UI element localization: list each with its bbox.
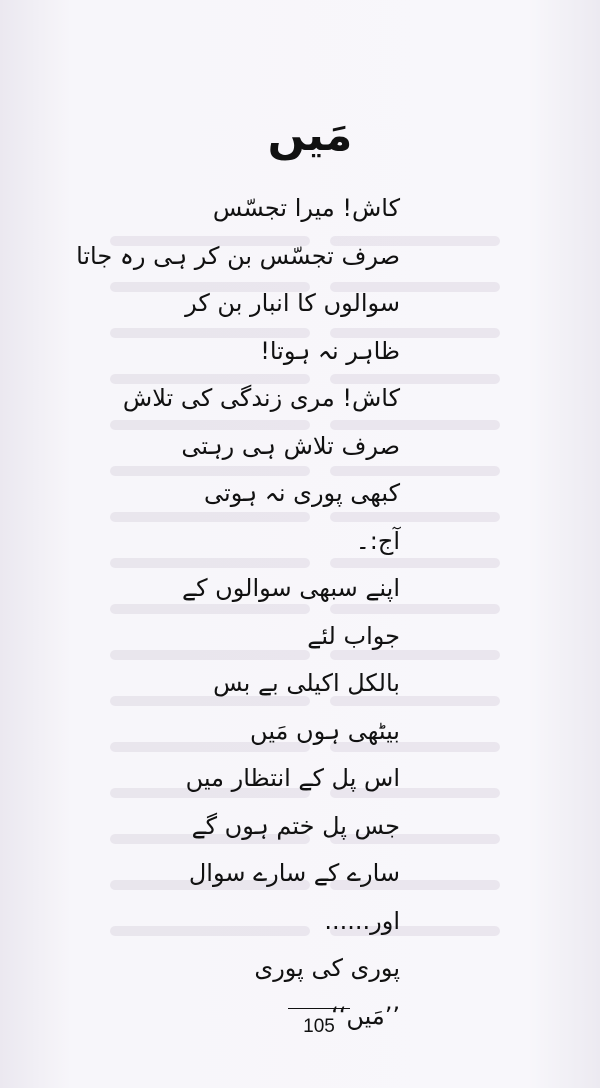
poem-line: اپنے سبھی سوالوں کے (182, 574, 400, 602)
page-number-rule (288, 1008, 350, 1009)
poem-title: مَیں (267, 110, 353, 161)
poem-line: صرف تلاش ہی رہتی (181, 431, 400, 460)
poem-line: اس پل کے انتظار میں (185, 764, 400, 792)
poem-line: جواب لئے (307, 621, 400, 650)
poem-body (76, 185, 400, 1040)
poem-line: اور...... (324, 906, 400, 935)
poem-line: صرف تجسّس بن کر ہی رہ جاتا (76, 241, 400, 270)
page-number: 105 (303, 1016, 335, 1037)
poem-line: بالکل اکیلی بے بس (213, 669, 400, 697)
poem-line: ظاہر نہ ہوتا! (260, 336, 400, 365)
poem-line: سوالوں کا انبار بن کر (185, 289, 400, 317)
poem-line: کبھی پوری نہ ہوتی (204, 479, 400, 507)
poem-line: پوری کی پوری (254, 954, 400, 982)
poem-line: جس پل ختم ہوں گے (191, 811, 400, 840)
poem-line: کاش! مری زندگی کی تلاش (122, 384, 400, 412)
poem-line: کاش! میرا تجسّس (212, 194, 400, 222)
poem-line: بیٹھی ہوں مَیں (250, 716, 400, 745)
poem-line: سارے کے سارے سوال (188, 859, 400, 887)
poem-line: ’’مَیں‘‘ (331, 1001, 400, 1030)
poem-line: آج:۔ (355, 526, 400, 555)
